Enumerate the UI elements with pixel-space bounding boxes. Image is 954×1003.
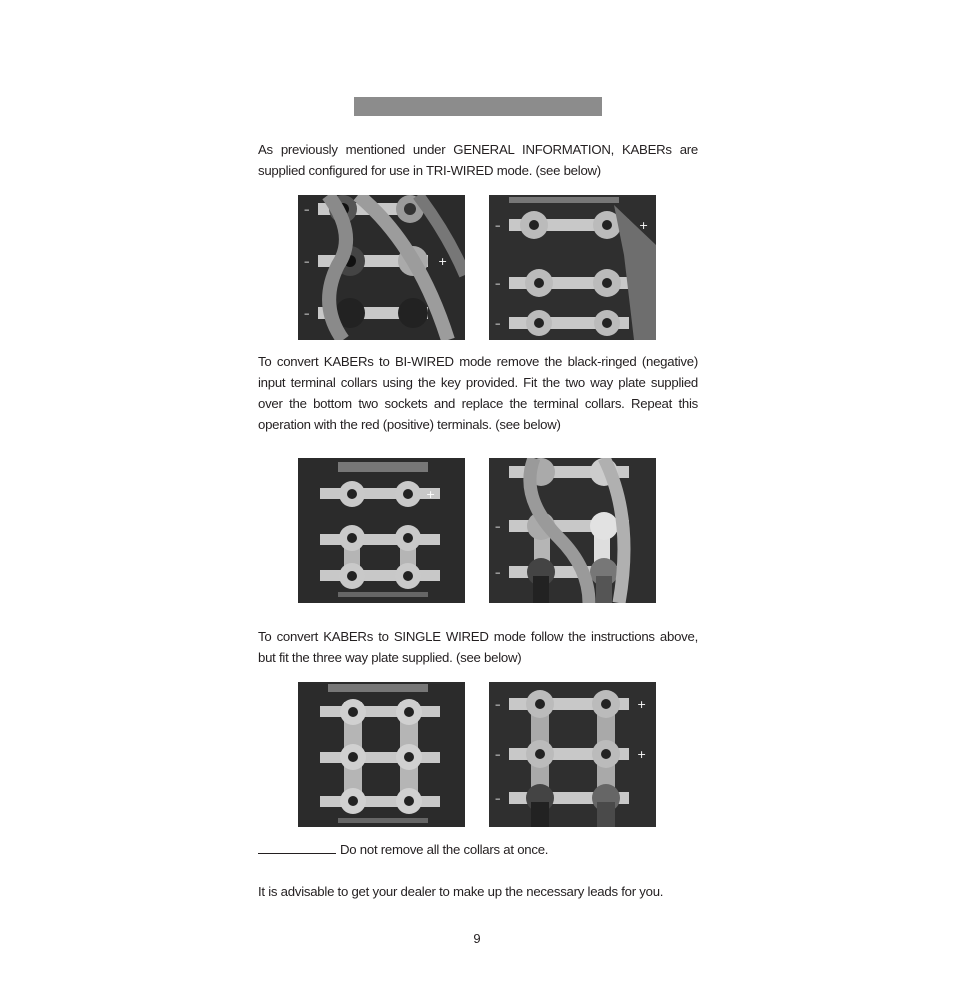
svg-text:–: – <box>304 307 310 320</box>
svg-text:–: – <box>495 566 501 579</box>
photo-bi-wired-cabled <box>489 458 656 603</box>
svg-text:–: – <box>495 792 501 805</box>
photo-single-wired-cabled <box>489 682 656 827</box>
caution-line <box>258 839 698 860</box>
svg-text:–: – <box>495 520 501 533</box>
photo-tri-wired-cabled <box>298 195 465 340</box>
photo-bi-wired-plates <box>298 458 465 603</box>
intro-paragraph: As previously mentioned under GENERAL INFORMATION, KABERs are supplied configured for use in TRI-WIRED mode. (see below) <box>258 142 698 178</box>
page-number: 9 <box>473 931 481 946</box>
section-title-bar <box>354 97 602 116</box>
svg-text:–: – <box>495 219 501 232</box>
svg-text:–: – <box>495 317 501 330</box>
svg-text:+: + <box>438 255 448 268</box>
svg-text:–: – <box>495 698 501 711</box>
svg-text:–: – <box>495 748 501 761</box>
svg-text:–: – <box>304 203 310 216</box>
svg-text:–: – <box>495 277 501 290</box>
svg-text:+: + <box>637 698 647 711</box>
svg-text:+: + <box>426 488 436 501</box>
blank-underline <box>258 842 336 854</box>
caution-text: Do not remove all the collars at once. <box>340 842 549 857</box>
svg-text:+: + <box>637 748 647 761</box>
svg-text:+: + <box>639 219 649 232</box>
dealer-paragraph: It is advisable to get your dealer to make up the necessary leads for you. <box>258 884 664 899</box>
svg-text:–: – <box>304 255 310 268</box>
bi-wire-paragraph: To convert KABERs to BI-WIRED mode remove the black-ringed (negative) input terminal collars using the key provided. Fit the two way plate supplied over the bottom two sockets and replace the terminal collars. Repeat this operation with the red (positive) terminals. (see below) <box>258 354 698 432</box>
photo-single-wired-plates <box>298 682 465 827</box>
single-wire-paragraph: To convert KABERs to SINGLE WIRED mode follow the instructions above, but fit the three way plate supplied. (see below) <box>258 629 698 665</box>
photo-tri-wired-key <box>489 195 656 340</box>
